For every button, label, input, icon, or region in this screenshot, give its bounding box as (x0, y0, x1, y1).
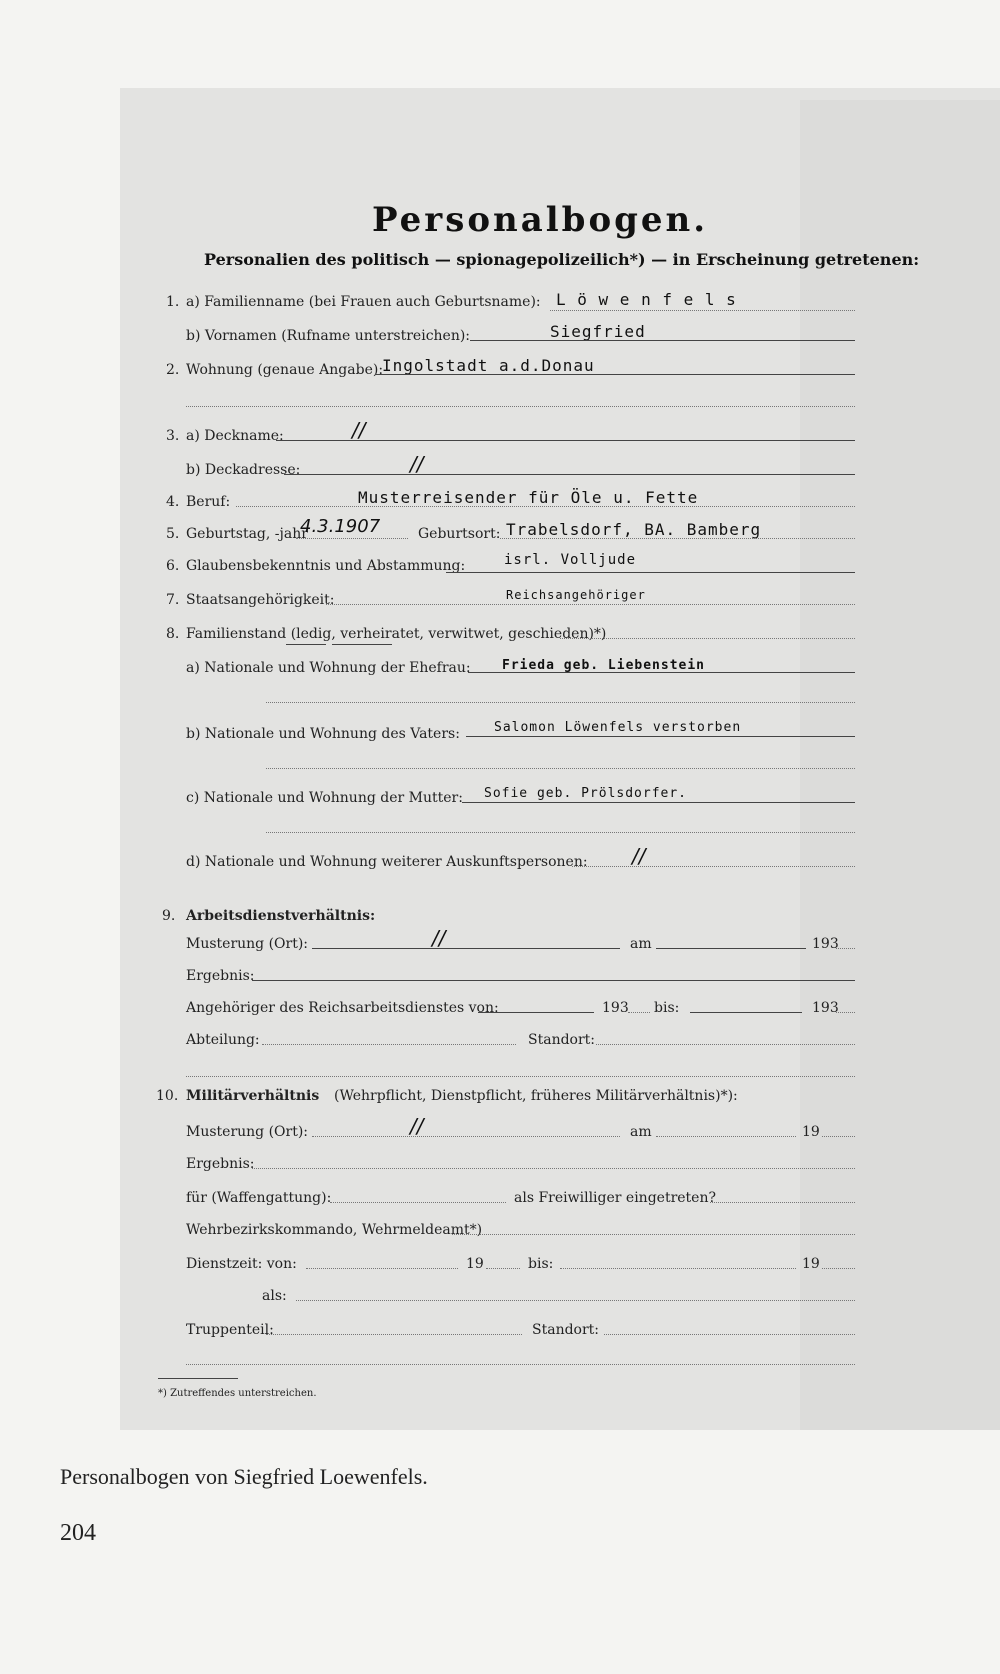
wohnung-label: Wohnung (genaue Angabe): (186, 362, 384, 378)
ad-angehoeriger-label: Angehöriger des Reichsarbeitsdienstes von: (186, 1000, 499, 1016)
page-number: 204 (60, 1520, 96, 1546)
wohnung-value: Ingolstadt a.d.Donau (382, 356, 595, 375)
mutter-label: c) Nationale und Wohnung der Mutter: (186, 790, 463, 806)
beruf-label: Beruf: (186, 494, 231, 510)
deckname-value: // (352, 418, 366, 442)
verheiratet-underline (332, 644, 392, 645)
mil-year-line (822, 1136, 855, 1137)
geburtsort-value: Trabelsdorf, BA. Bamberg (506, 520, 762, 539)
mil-ergebnis-line (252, 1168, 855, 1169)
geburtstag-line (296, 538, 408, 539)
beruf-line (236, 506, 855, 507)
mil-extra-line (186, 1364, 855, 1365)
mil-waffengattung-label: für (Waffengattung): (186, 1190, 332, 1206)
mil-ergebnis-label: Ergebnis: (186, 1156, 255, 1172)
vater-line (466, 736, 855, 737)
vater-line-2 (266, 768, 855, 769)
field-4-number: 4. (166, 494, 180, 510)
field-5-number: 5. (166, 526, 180, 542)
ad-ergebnis-label: Ergebnis: (186, 968, 255, 984)
ad-bis-label: bis: (654, 1000, 680, 1016)
ad-abteilung-label: Abteilung: (186, 1032, 260, 1048)
auskunft-line (572, 866, 855, 867)
mil-year2-line (486, 1268, 520, 1269)
mil-wehrbezirk-line (452, 1234, 855, 1235)
familienstand-label: Familienstand (ledig, verheiratet, verwitwet, geschieden)*) (186, 626, 607, 642)
ad-von-line (478, 1012, 594, 1013)
arbeitsdienst-label: Arbeitsdienstverhältnis: (186, 908, 376, 924)
field-2-number: 2. (166, 362, 180, 378)
ad-musterung-label: Musterung (Ort): (186, 936, 309, 952)
mil-bis-line (560, 1268, 796, 1269)
vornamen-label: b) Vornamen (Rufname unterstreichen): (186, 328, 471, 344)
ad-abteilung-line (262, 1044, 516, 1045)
ad-musterung-value: // (432, 926, 446, 950)
mil-musterung-label: Musterung (Ort): (186, 1124, 309, 1140)
staat-label: Staatsangehörigkeit: (186, 592, 335, 608)
deckadresse-label: b) Deckadresse: (186, 462, 301, 478)
mil-year: 19 (802, 1124, 820, 1140)
mil-standort-line (604, 1334, 855, 1335)
deckname-label: a) Deckname: (186, 428, 284, 444)
wohnung-line (375, 374, 855, 375)
auskunft-label: d) Nationale und Wohnung weiterer Auskunftspersonen: (186, 854, 588, 870)
form-subtitle: Personalien des politisch — spionagepolizeilich*) — in Erscheinung getretenen: (204, 250, 920, 269)
mil-musterung-line (312, 1136, 620, 1137)
mil-als-line (296, 1300, 855, 1301)
ad-am-line (656, 948, 806, 949)
mil-am-label: am (630, 1124, 652, 1140)
ad-year2: 193 (602, 1000, 629, 1016)
vater-value: Salomon Löwenfels verstorben (494, 720, 742, 735)
ad-year-line (836, 948, 855, 949)
militaer-sub-label: (Wehrpflicht, Dienstpflicht, früheres Militärverhältnis)*): (334, 1088, 738, 1104)
ad-am-label: am (630, 936, 652, 952)
field-7-number: 7. (166, 592, 180, 608)
ad-extra-line (186, 1076, 855, 1077)
bleed-through (800, 100, 1000, 1430)
ehefrau-line-2 (266, 702, 855, 703)
familienname-value: L ö w e n f e l s (556, 290, 737, 309)
ad-year2-line (628, 1012, 650, 1013)
footnote: *) Zutreffendes unterstreichen. (158, 1388, 317, 1399)
mil-bis-label: bis: (528, 1256, 554, 1272)
mil-year3: 19 (802, 1256, 820, 1272)
field-6-number: 6. (166, 558, 180, 574)
mil-am-line (656, 1136, 796, 1137)
mil-dienstzeit-label: Dienstzeit: von: (186, 1256, 297, 1272)
mil-year3-line (822, 1268, 855, 1269)
field-8-number: 8. (166, 626, 180, 642)
auskunft-value: // (632, 844, 646, 868)
vornamen-value: Siegfried (550, 322, 646, 341)
mutter-line-2 (266, 832, 855, 833)
ad-ergebnis-line (252, 980, 855, 981)
footnote-rule (158, 1378, 238, 1379)
familienname-label: a) Familienname (bei Frauen auch Geburtsname): (186, 294, 541, 310)
ehefrau-line (468, 672, 855, 673)
field-9-number: 9. (162, 908, 176, 924)
ehefrau-value: Frieda geb. Liebenstein (502, 658, 706, 673)
glaube-line (446, 572, 855, 573)
mutter-value: Sofie geb. Prölsdorfer. (484, 786, 688, 801)
mil-freiwillig-label: als Freiwilliger eingetreten? (514, 1190, 716, 1206)
mil-truppenteil-label: Truppenteil: (186, 1322, 274, 1338)
vornamen-line (470, 340, 855, 341)
mil-waffengattung-line (330, 1202, 506, 1203)
familienstand-line (560, 638, 855, 639)
geburtsort-line (500, 538, 855, 539)
staat-line (326, 604, 855, 605)
glaube-value: isrl. Volljude (504, 552, 637, 568)
field-3-number: 3. (166, 428, 180, 444)
vater-label: b) Nationale und Wohnung des Vaters: (186, 726, 460, 742)
wohnung-line-2 (186, 406, 855, 407)
mil-von-line (306, 1268, 458, 1269)
mil-freiwillig-line (710, 1202, 855, 1203)
field-1-number: 1. (166, 294, 180, 310)
mil-truppenteil-line (266, 1334, 522, 1335)
mil-wehrbezirk-label: Wehrbezirkskommando, Wehrmeldeamt*) (186, 1222, 483, 1238)
caption: Personalbogen von Siegfried Loewenfels. (60, 1464, 428, 1489)
ad-bis-line (690, 1012, 802, 1013)
staat-value: Reichsangehöriger (506, 588, 646, 602)
mil-musterung-value: // (410, 1114, 424, 1138)
familienname-line (550, 310, 855, 311)
mutter-line (462, 802, 855, 803)
deckadresse-line (284, 474, 855, 475)
ledig-underline (286, 644, 326, 645)
form-title: Personalbogen. (372, 200, 709, 240)
geburtsort-label: Geburtsort: (418, 526, 501, 542)
mil-als-label: als: (262, 1288, 287, 1304)
ad-standort-label: Standort: (528, 1032, 596, 1048)
deckadresse-value: // (410, 452, 424, 476)
ad-year: 193 (812, 936, 839, 952)
beruf-value: Musterreisender für Öle u. Fette (358, 488, 699, 507)
ad-year3-line (836, 1012, 855, 1013)
geburtstag-label: Geburtstag, -jahr (186, 526, 308, 542)
militaer-label: Militärverhältnis (186, 1088, 320, 1104)
geburtstag-value: 4.3.1907 (300, 516, 381, 537)
ad-musterung-line (312, 948, 620, 949)
field-10-number: 10. (156, 1088, 179, 1104)
ehefrau-label: a) Nationale und Wohnung der Ehefrau: (186, 660, 471, 676)
glaube-label: Glaubensbekenntnis und Abstammung: (186, 558, 466, 574)
mil-year2: 19 (466, 1256, 484, 1272)
deckname-line (276, 440, 855, 441)
ad-standort-line (596, 1044, 855, 1045)
mil-standort-label: Standort: (532, 1322, 600, 1338)
ad-year3: 193 (812, 1000, 839, 1016)
